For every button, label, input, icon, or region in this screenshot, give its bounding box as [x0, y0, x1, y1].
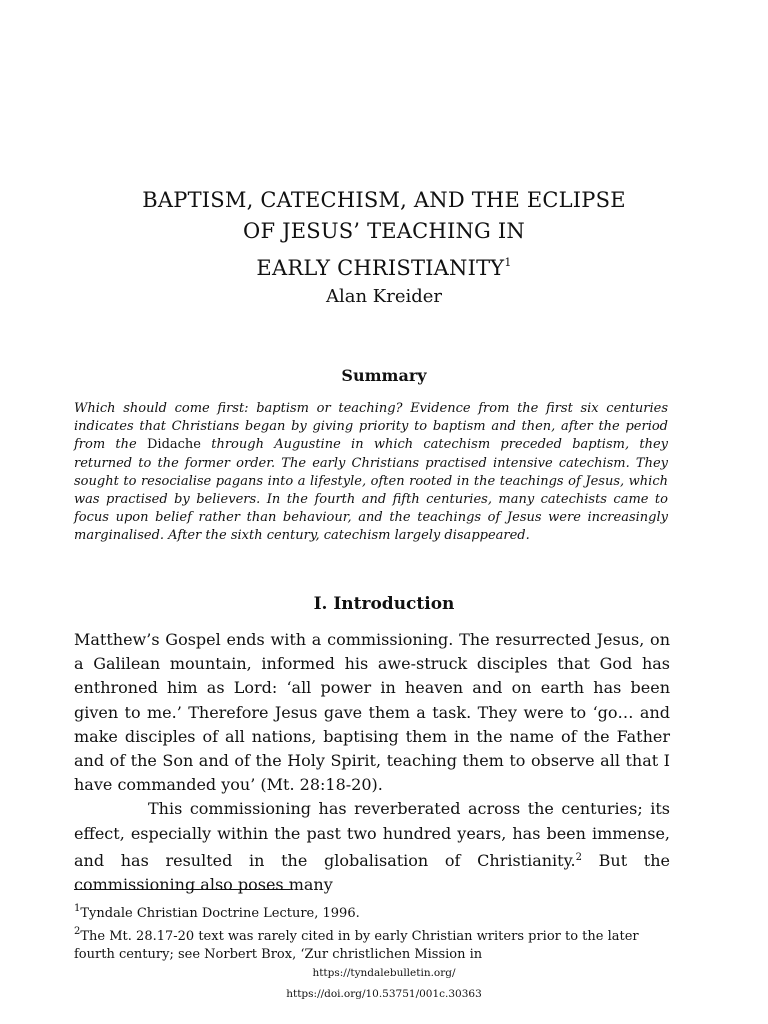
- footnote: $^2$The Mt. 28.17-20 text was rarely cited in by early Christian writers prior to the later fourth century; see Norbert Brox, ‘Zur christlichen Mission in: [74, 925, 639, 962]
- footnote-number: 1: [74, 903, 81, 914]
- footnote-number: 2: [74, 925, 81, 937]
- introduction-body: [74, 628, 670, 897]
- doi-url-link[interactable]: https://doi.org/10.53751/001c.30363: [286, 988, 482, 1000]
- summary-text: Which should come first: baptism or teaching? Evidence from the first six centuries indicates that Christians began by giving priority to baptism and then, after the period from the Didache through Augustine in which catechism preceded baptism, they returned to the former order. The early Christians practised intensive catechism. They sought to resocialise pagans into a lifestyle, often rooted in the teachings of Jesus, which was practised by believers. In the fourth and fifth centuries, many catechists came to focus upon belief rather than behaviour, and the teachings of Jesus were increasingly marginalised. After the sixth century, catechism largely disappeared.: [74, 401, 668, 544]
- paragraph: Matthew’s Gospel ends with a commissioning. The resurrected Jesus, on a Galilean mountain, informed his awe-struck disciples that God has enthroned him as Lord: ‘all power in heaven and on earth has been given to me.’ Therefore Jesus gave them a task. They were to ‘go… and make disciples of all nations, baptising them in the name of the Father and of the Son and of the Holy Spirit, teaching them to observe all that I have commanded you’ (Mt. 28:18-20).: [74, 630, 670, 795]
- title-line: OF JESUS’ TEACHING IN: [243, 219, 525, 243]
- footnote-divider: [74, 889, 290, 890]
- page-footer-urls: [0, 963, 768, 1005]
- footnote-marker: 2: [575, 851, 582, 863]
- summary-heading: Summary: [341, 366, 427, 385]
- paragraph: This commissioning has reverberated across the centuries; its effect, especially within the past two hundred years, has been immense, and has resulted in the globalisation of Christianity.$^2$ But the commissioning also poses many: [74, 799, 670, 895]
- didache-title: Didache: [146, 437, 201, 453]
- footnote: $^1$Tyndale Christian Doctrine Lecture, 1996.: [74, 903, 360, 921]
- title-line: EARLY CHRISTIANITY$^1$: [256, 256, 512, 280]
- section-heading-introduction: I. Introduction: [313, 594, 455, 614]
- site-url-link[interactable]: https://tyndalebulletin.org/: [312, 967, 456, 979]
- title-footnote-marker: 1: [504, 256, 512, 269]
- footnotes: [74, 900, 672, 963]
- title-line: BAPTISM, CATECHISM, AND THE ECLIPSE: [142, 188, 626, 212]
- author-name: Alan Kreider: [325, 286, 443, 307]
- article-title: [60, 185, 708, 284]
